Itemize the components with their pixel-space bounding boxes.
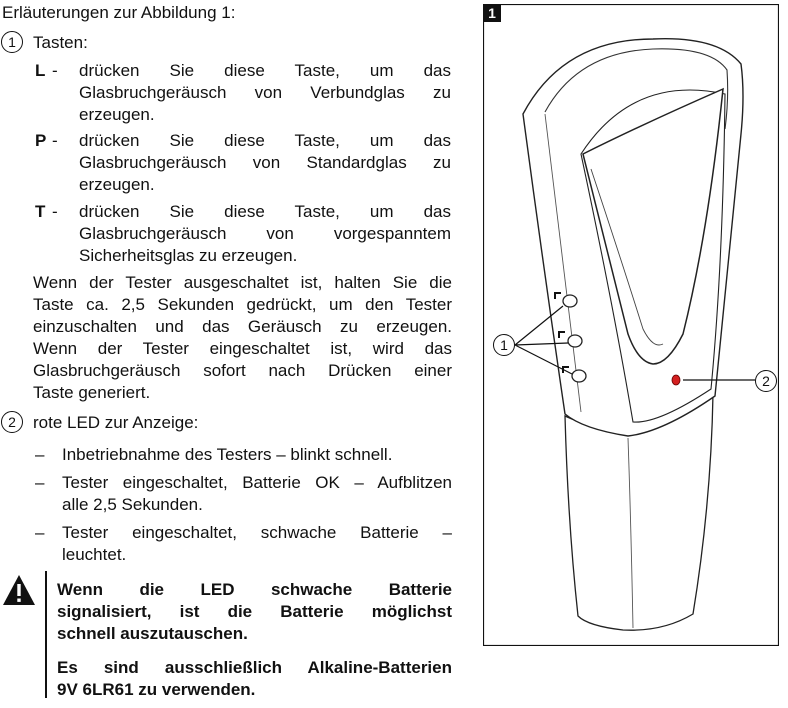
key-p-label: P (35, 131, 47, 150)
warning-bar (45, 571, 47, 698)
callout-led: 2 (755, 370, 777, 392)
warning-para-2-line-1: Es sind ausschließlich Alkaline-Batterien (57, 658, 452, 677)
led-item-1-dash: – (35, 445, 45, 464)
red-led (672, 375, 680, 385)
key-p-line-3: erzeugen. (79, 175, 155, 194)
led-item-2-line-1: Tester eingeschaltet, Batterie OK – Aufblitzen (62, 473, 452, 492)
key-t-line-1: drücken Sie diese Taste, um das (79, 202, 451, 221)
section-2-title: rote LED zur Anzeige: (33, 413, 199, 432)
led-item-3-line-2: leuchtet. (62, 545, 127, 564)
paragraph-line-6: Taste generiert. (33, 383, 151, 402)
section-2-number: 2 (1, 411, 23, 433)
callout-buttons: 1 (493, 334, 515, 356)
key-t-label: T (35, 202, 46, 221)
key-p-line-1: drücken Sie diese Taste, um das (79, 131, 451, 150)
led-item-1-line-1: Inbetriebnahme des Testers – blinkt schnell. (62, 445, 393, 464)
section-1-title: Tasten: (33, 33, 88, 52)
key-l-line-2: Glasbruchgeräusch von Verbundglas zu (79, 83, 451, 102)
figure-1 (483, 4, 779, 646)
led-item-3-dash: – (35, 523, 45, 542)
paragraph-line-1: Wenn der Tester ausgeschaltet ist, halten Sie die (33, 273, 452, 292)
key-t-line-3: Sicherheitsglas zu erzeugen. (79, 246, 298, 265)
led-item-2-line-2: alle 2,5 Sekunden. (62, 495, 203, 514)
button-t (572, 370, 586, 382)
key-l-sep: - (52, 61, 58, 80)
warning-para-1-line-1: Wenn die LED schwache Batterie (57, 580, 452, 599)
section-1-number: 1 (1, 31, 23, 53)
warning-para-1-line-3: schnell auszutauschen. (57, 624, 248, 643)
warning-para-2-line-2: 9V 6LR61 zu verwenden. (57, 680, 256, 699)
paragraph-line-3: einzuschalten und das Geräusch zu erzeugen. (33, 317, 452, 336)
paragraph-line-4: Wenn der Tester eingeschaltet ist, wird das (33, 339, 452, 358)
led-item-3-line-1: Tester eingeschaltet, schwache Batterie – (62, 523, 452, 542)
led-item-2-dash: – (35, 473, 45, 492)
paragraph-line-5: Glasbruchgeräusch sofort nach Drücken einer (33, 361, 452, 380)
button-p (568, 335, 582, 347)
key-l-line-3: erzeugen. (79, 105, 155, 124)
figure-number: 1 (483, 4, 501, 22)
heading: Erläuterungen zur Abbildung 1: (2, 3, 236, 22)
warning-triangle-icon (2, 574, 36, 606)
key-t-line-2: Glasbruchgeräusch von vorgespanntem (79, 224, 451, 243)
button-l (563, 295, 577, 307)
tester-device-illustration (483, 4, 779, 646)
key-p-line-2: Glasbruchgeräusch von Standardglas zu (79, 153, 451, 172)
key-t-sep: - (52, 202, 58, 221)
paragraph-line-2: Taste ca. 2,5 Sekunden gedrückt, um den Tester (33, 295, 452, 314)
key-p-sep: - (52, 131, 58, 150)
warning-para-1-line-2: signalisiert, ist die Batterie möglichst (57, 602, 452, 621)
key-l-label: L (35, 61, 46, 80)
key-l-line-1: drücken Sie diese Taste, um das (79, 61, 451, 80)
